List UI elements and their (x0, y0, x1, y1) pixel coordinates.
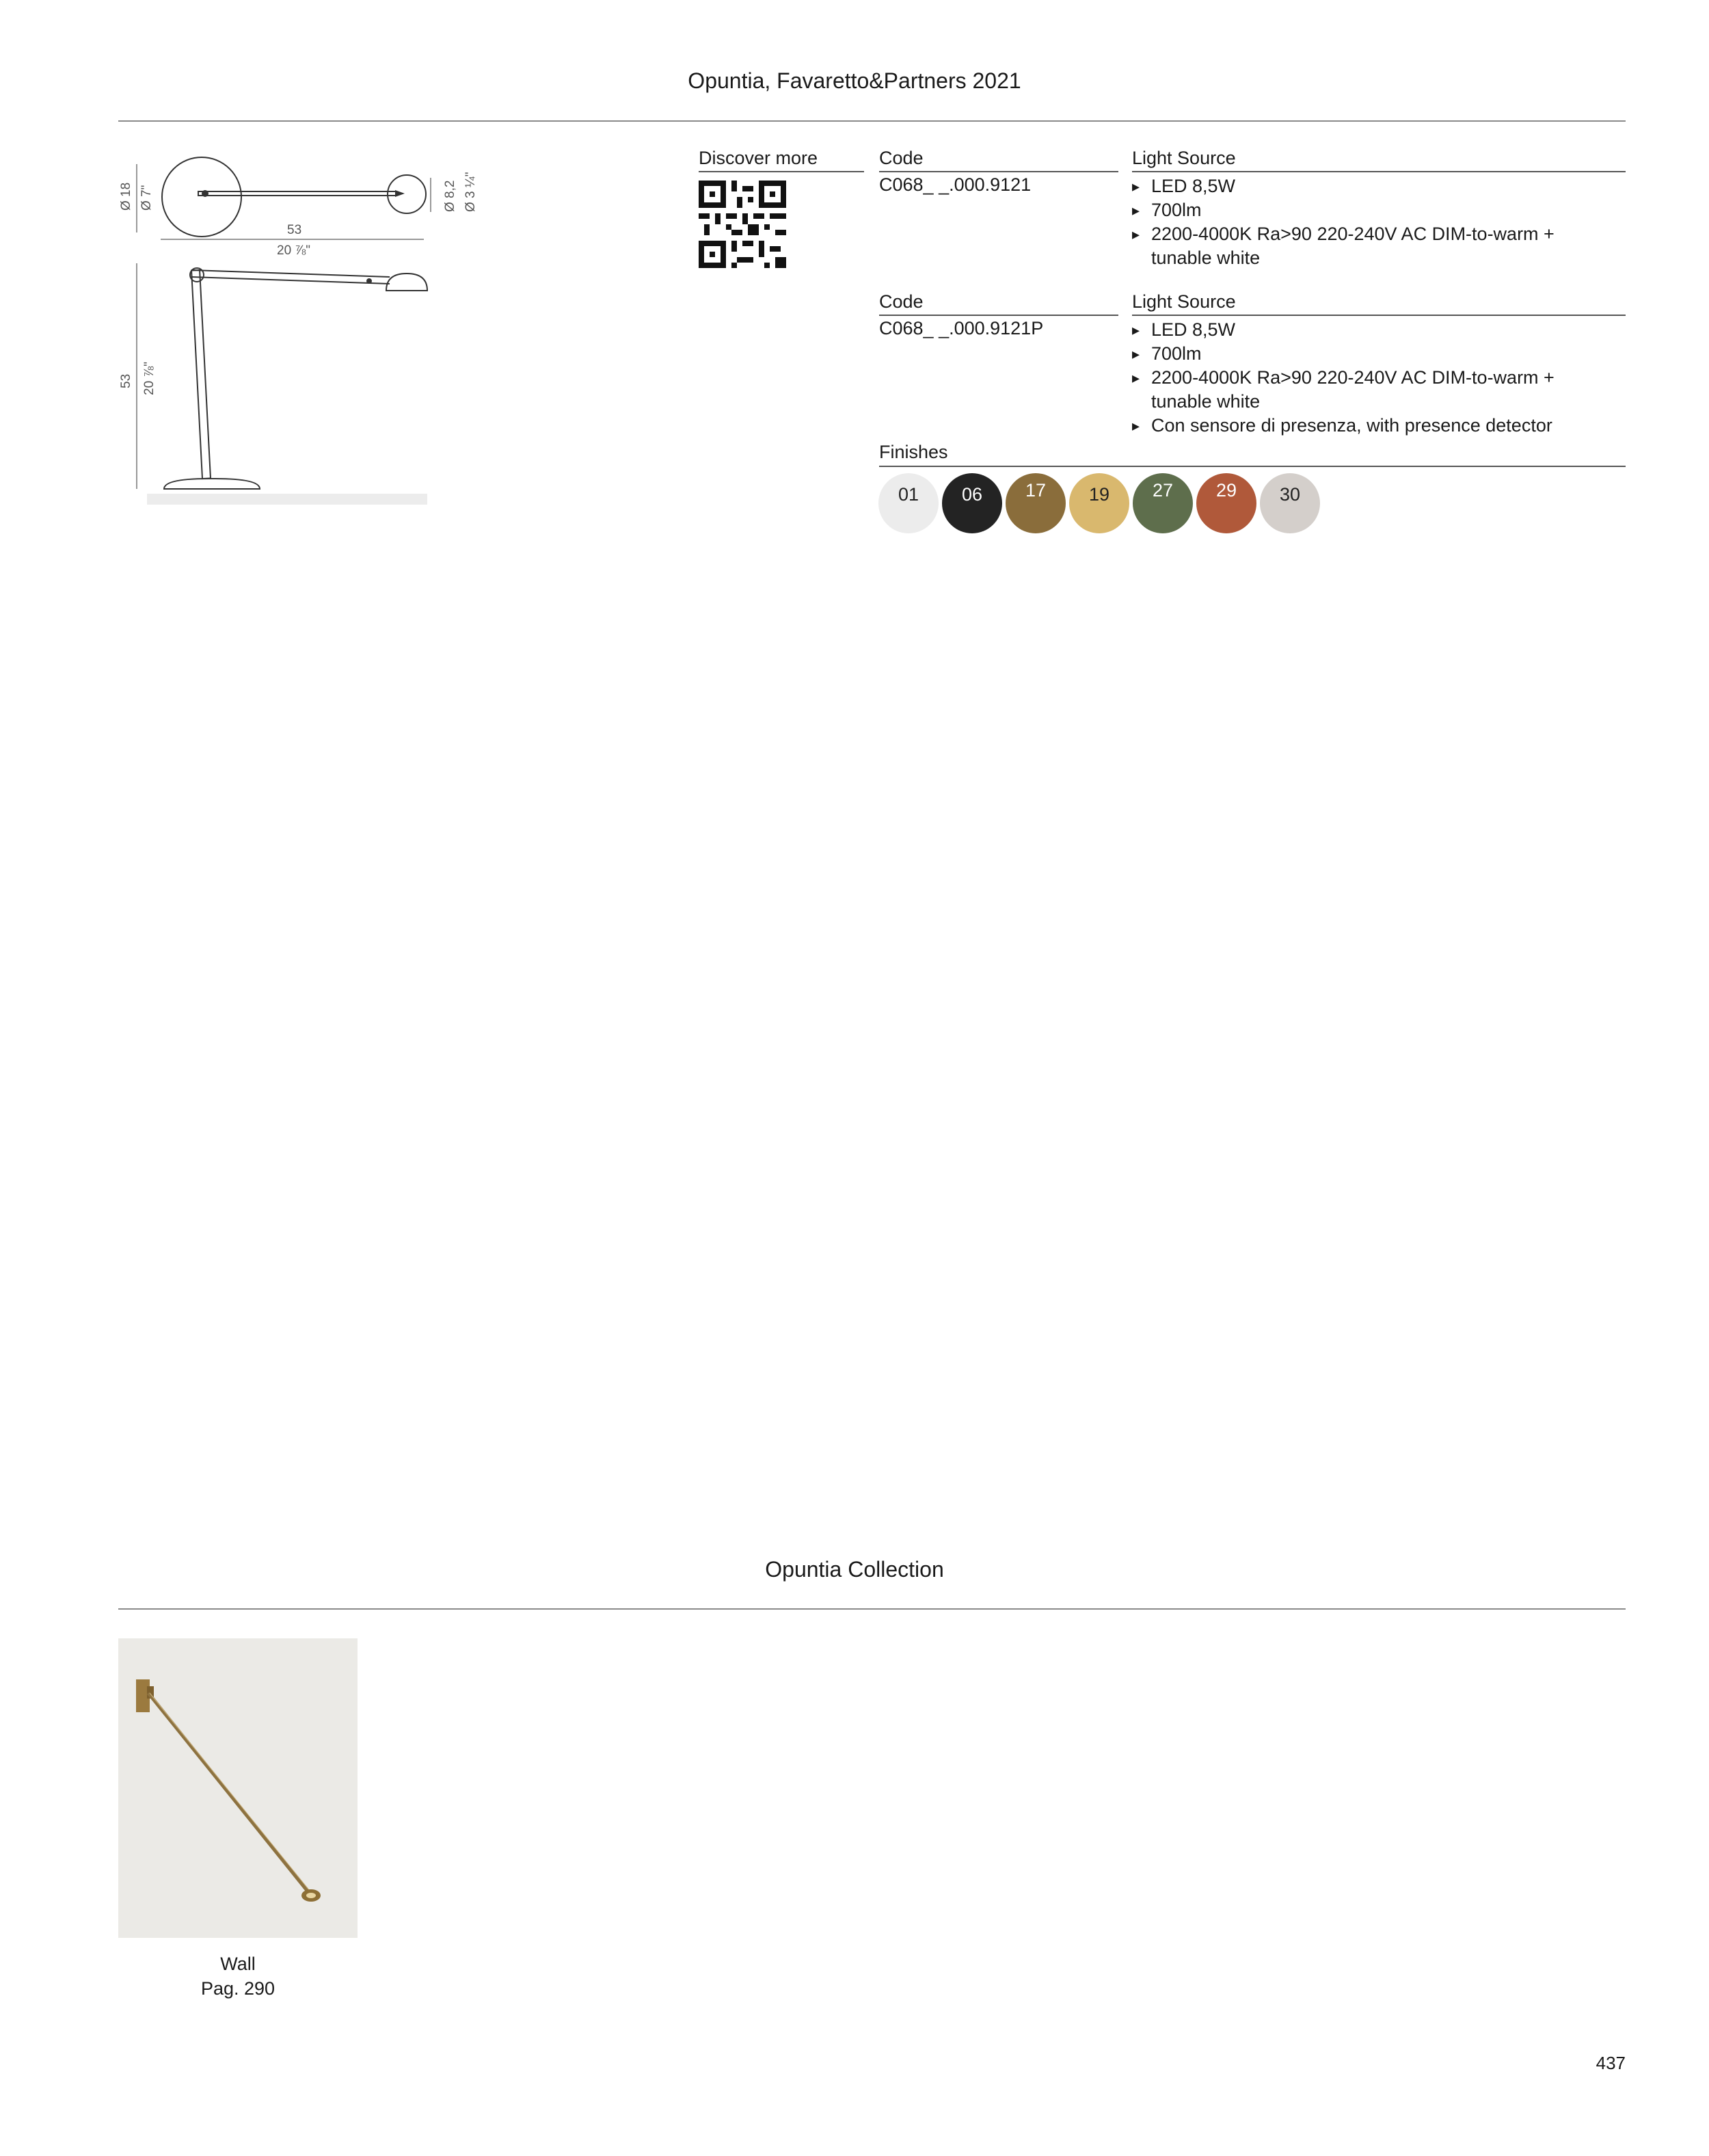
spec-item: ▸ 2200-4000K Ra>90 220-240V AC DIM-to-warm + tunable white (1132, 222, 1589, 270)
finish-swatch-19[interactable]: 19 (1069, 473, 1129, 533)
lamp-dimension-drawing (109, 144, 438, 513)
spec-item: ▸ Con sensore di presenza, with presence detector (1132, 414, 1611, 438)
page-title: Opuntia, Favaretto&Partners 2021 (688, 68, 1021, 93)
spec-item: ▸ LED 8,5W (1132, 318, 1611, 342)
finish-swatch-29[interactable]: 29 (1196, 473, 1256, 533)
dim-left-diameter-in: Ø 7" (139, 185, 154, 211)
light-source-label-2: Light Source (1132, 291, 1236, 312)
finishes-divider (879, 466, 1626, 467)
light-source-divider-2 (1132, 315, 1626, 316)
spec-item: ▸ 2200-4000K Ra>90 220-240V AC DIM-to-warm + tunable white (1132, 366, 1589, 414)
spec-item: ▸ 700lm (1132, 342, 1611, 366)
light-source-label-1: Light Source (1132, 148, 1236, 168)
collection-item-wall[interactable] (118, 1638, 358, 1938)
dim-left-diameter-cm: Ø 18 (119, 182, 133, 211)
code-label-1: Code (879, 148, 924, 168)
dim-length-cm: 53 (287, 223, 302, 237)
dim-right-diameter-in: Ø 3 ¼" (463, 172, 478, 212)
page-number: 437 (1596, 2053, 1626, 2073)
dim-length-in: 20 ⅞" (277, 243, 311, 258)
code-divider-1 (879, 171, 1118, 172)
finish-swatch-01[interactable]: 01 (878, 473, 939, 533)
product-code-1: C068_ _.000.9121 (879, 174, 1032, 195)
finish-swatch-30[interactable]: 30 (1260, 473, 1320, 533)
collection-item-name[interactable]: Wall (220, 1954, 256, 1974)
light-source-list-2 (1132, 318, 1611, 438)
discover-divider (699, 171, 864, 172)
finish-swatch-27[interactable]: 27 (1133, 473, 1193, 533)
light-source-divider-1 (1132, 171, 1626, 172)
dim-height-in: 20 ⅞" (142, 361, 157, 395)
product-code-2: C068_ _.000.9121P (879, 318, 1044, 338)
light-source-list-1 (1132, 174, 1611, 270)
dim-right-diameter-cm: Ø 8,2 (443, 180, 457, 212)
code-divider-2 (879, 315, 1118, 316)
qr-code[interactable] (699, 181, 786, 271)
collection-title: Opuntia Collection (765, 1557, 944, 1582)
collection-item-page[interactable]: Pag. 290 (200, 1978, 275, 1999)
header-divider (118, 120, 1626, 122)
dim-height-cm: 53 (119, 373, 133, 388)
finishes-label: Finishes (879, 442, 948, 462)
wall-lamp-image (118, 1638, 358, 1938)
spec-item: ▸ 700lm (1132, 198, 1611, 222)
code-label-2: Code (879, 291, 924, 312)
spec-item: ▸ LED 8,5W (1132, 174, 1611, 198)
finish-swatch-06[interactable]: 06 (942, 473, 1002, 533)
collection-item-caption (118, 1952, 358, 2001)
discover-more-label: Discover more (699, 148, 818, 168)
collection-divider (118, 1608, 1626, 1610)
technical-drawing (109, 144, 478, 513)
finish-swatch-17[interactable]: 17 (1006, 473, 1066, 533)
